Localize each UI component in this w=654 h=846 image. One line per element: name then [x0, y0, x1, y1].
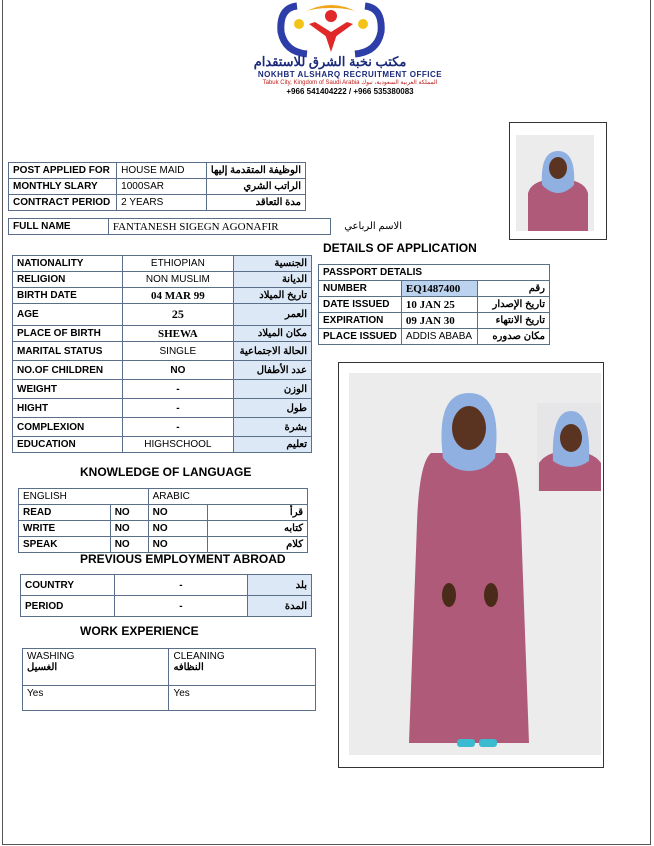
detail-label-ar: طول: [234, 399, 312, 418]
passport-photo-icon: [510, 123, 606, 239]
employment-label: PERIOD: [21, 596, 115, 617]
detail-label-ar: بشرة: [234, 418, 312, 437]
company-arabic-name: مكتب نخبة الشرق للاستقدام: [253, 54, 407, 69]
language-skill: SPEAK: [19, 537, 111, 553]
work-title: WORK EXPERIENCE: [80, 624, 199, 638]
table-row: [21, 596, 312, 617]
company-phones: +966 541404222 / +966 535380083: [286, 87, 414, 96]
passport-label-ar: تاريخ الانتهاء: [477, 313, 549, 329]
employment-label-ar: المدة: [248, 596, 312, 617]
language-arabic-value: NO: [148, 537, 208, 553]
detail-label-ar: مكان الميلاد: [234, 326, 312, 342]
details-table: [12, 255, 312, 453]
detail-label-ar: الجنسية: [234, 256, 312, 272]
full-name-value: FANTANESH SIGEGN AGONAFIR: [108, 219, 330, 235]
passport-photo: [509, 122, 607, 240]
language-table: [18, 488, 308, 553]
table-row: [13, 304, 312, 326]
employment-title: PREVIOUS EMPLOYMENT ABROAD: [80, 552, 286, 566]
detail-label: MARITAL STATUS: [13, 342, 123, 361]
post-table: [8, 162, 306, 211]
language-english-value: NO: [110, 521, 148, 537]
detail-label-ar: تاريخ الميلاد: [234, 288, 312, 304]
company-address: Tabuk City, Kingdom of Saudi Arabia المملكة العربية السعودية، تبوك: [262, 80, 438, 86]
work-value: Yes: [169, 686, 316, 711]
language-english-value: NO: [110, 505, 148, 521]
table-row: [319, 329, 550, 345]
full-name-table: [8, 218, 406, 235]
table-row: [319, 313, 550, 329]
table-row: [319, 281, 550, 297]
table-row: [19, 537, 308, 553]
table-row: [19, 505, 308, 521]
table-row: [13, 288, 312, 304]
detail-value: HIGHSCHOOL: [122, 437, 233, 453]
table-row: [9, 195, 306, 211]
detail-value: 04 MAR 99: [122, 288, 233, 304]
table-row: [13, 326, 312, 342]
company-english-name: NOKHBT ALSHARQ RECRUITMENT OFFICE: [257, 70, 443, 79]
passport-number: EQ1487400: [401, 281, 477, 297]
language-english-value: NO: [110, 537, 148, 553]
language-english-header: ENGLISH: [19, 489, 149, 505]
work-item-cleaning: [169, 649, 316, 686]
language-skill-ar: كتابه: [208, 521, 308, 537]
table-row: [13, 256, 312, 272]
detail-label: BIRTH DATE: [13, 288, 123, 304]
table-row: [21, 575, 312, 596]
table-row: [13, 361, 312, 380]
table-row: [9, 179, 306, 195]
work-label: CLEANING: [173, 651, 225, 662]
passport-label: EXPIRATION: [319, 313, 402, 329]
table-row: [319, 297, 550, 313]
passport-label: NUMBER: [319, 281, 402, 297]
passport-label-ar: تاريخ الإصدار: [477, 297, 549, 313]
detail-label-ar: الحالة الاجتماعية: [234, 342, 312, 361]
full-body-photo-icon: [339, 363, 603, 767]
language-arabic-header: ARABIC: [148, 489, 307, 505]
passport-value: 09 JAN 30: [401, 313, 477, 329]
table-row: [13, 418, 312, 437]
table-row: [19, 521, 308, 537]
detail-label-ar: تعليم: [234, 437, 312, 453]
full-name-label: FULL NAME: [9, 219, 109, 235]
detail-label: WEIGHT: [13, 380, 123, 399]
table-row: [13, 437, 312, 453]
post-label-ar: الوظيفة المتقدمة إليها: [206, 163, 305, 179]
employment-value: -: [114, 575, 247, 596]
detail-value: SINGLE: [122, 342, 233, 361]
detail-value: -: [122, 380, 233, 399]
employment-value: -: [114, 596, 247, 617]
detail-label: RELIGION: [13, 272, 123, 288]
salary-label: MONTHLY SLARY: [9, 179, 117, 195]
table-row: [13, 342, 312, 361]
passport-table: [318, 264, 550, 345]
table-row: [13, 380, 312, 399]
table-row: [23, 649, 316, 686]
detail-value: NON MUSLIM: [122, 272, 233, 288]
detail-label-ar: الديانة: [234, 272, 312, 288]
passport-label: DATE ISSUED: [319, 297, 402, 313]
language-arabic-value: NO: [148, 521, 208, 537]
detail-label-ar: عدد الأطفال: [234, 361, 312, 380]
work-label-ar: الغسيل: [27, 662, 58, 673]
detail-value: SHEWA: [122, 326, 233, 342]
salary-value: 1000SAR: [117, 179, 207, 195]
detail-value: -: [122, 399, 233, 418]
employment-label: COUNTRY: [21, 575, 115, 596]
table-row: [9, 219, 407, 235]
language-skill-ar: قرأ: [208, 505, 308, 521]
language-arabic-value: NO: [148, 505, 208, 521]
detail-label-ar: العمر: [234, 304, 312, 326]
detail-label: PLACE OF BIRTH: [13, 326, 123, 342]
full-body-photo: [338, 362, 604, 768]
detail-label-ar: الوزن: [234, 380, 312, 399]
table-row: [319, 265, 550, 281]
language-skill: WRITE: [19, 521, 111, 537]
detail-value: NO: [122, 361, 233, 380]
work-label: WASHING: [27, 651, 75, 662]
passport-value: 10 JAN 25: [401, 297, 477, 313]
contract-value: 2 YEARS: [117, 195, 207, 211]
full-name-label-ar: الاسم الرباعي: [344, 221, 402, 232]
passport-label-ar: رقم: [477, 281, 549, 297]
detail-label: HIGHT: [13, 399, 123, 418]
salary-label-ar: الراتب الشري: [206, 179, 305, 195]
work-table: [22, 648, 316, 711]
detail-value: ETHIOPIAN: [122, 256, 233, 272]
detail-value: -: [122, 418, 233, 437]
employment-label-ar: بلد: [248, 575, 312, 596]
contract-label-ar: مدة التعاقد: [206, 195, 305, 211]
details-title: DETAILS OF APPLICATION: [323, 241, 477, 255]
contract-label: CONTRACT PERIOD: [9, 195, 117, 211]
company-logo-icon: [275, 2, 387, 58]
table-row: [9, 163, 306, 179]
employment-table: [20, 574, 312, 617]
table-row: [19, 489, 308, 505]
detail-label: NO.OF CHILDREN: [13, 361, 123, 380]
table-row: [23, 686, 316, 711]
language-skill: READ: [19, 505, 111, 521]
work-value: Yes: [23, 686, 169, 711]
detail-value: 25: [122, 304, 233, 326]
language-title: KNOWLEDGE OF LANGUAGE: [80, 465, 252, 479]
language-skill-ar: كلام: [208, 537, 308, 553]
passport-title: PASSPORT DETALIS: [319, 265, 550, 281]
table-row: [13, 272, 312, 288]
work-item-washing: [23, 649, 169, 686]
post-label: POST APPLIED FOR: [9, 163, 117, 179]
work-label-ar: النظافه: [173, 662, 204, 673]
detail-label: NATIONALITY: [13, 256, 123, 272]
detail-label: AGE: [13, 304, 123, 326]
passport-label: PLACE ISSUED: [319, 329, 402, 345]
passport-value: ADDIS ABABA: [401, 329, 477, 345]
table-row: [13, 399, 312, 418]
passport-label-ar: مكان صدوره: [477, 329, 549, 345]
detail-label: COMPLEXION: [13, 418, 123, 437]
detail-label: EDUCATION: [13, 437, 123, 453]
post-value: HOUSE MAID: [117, 163, 207, 179]
